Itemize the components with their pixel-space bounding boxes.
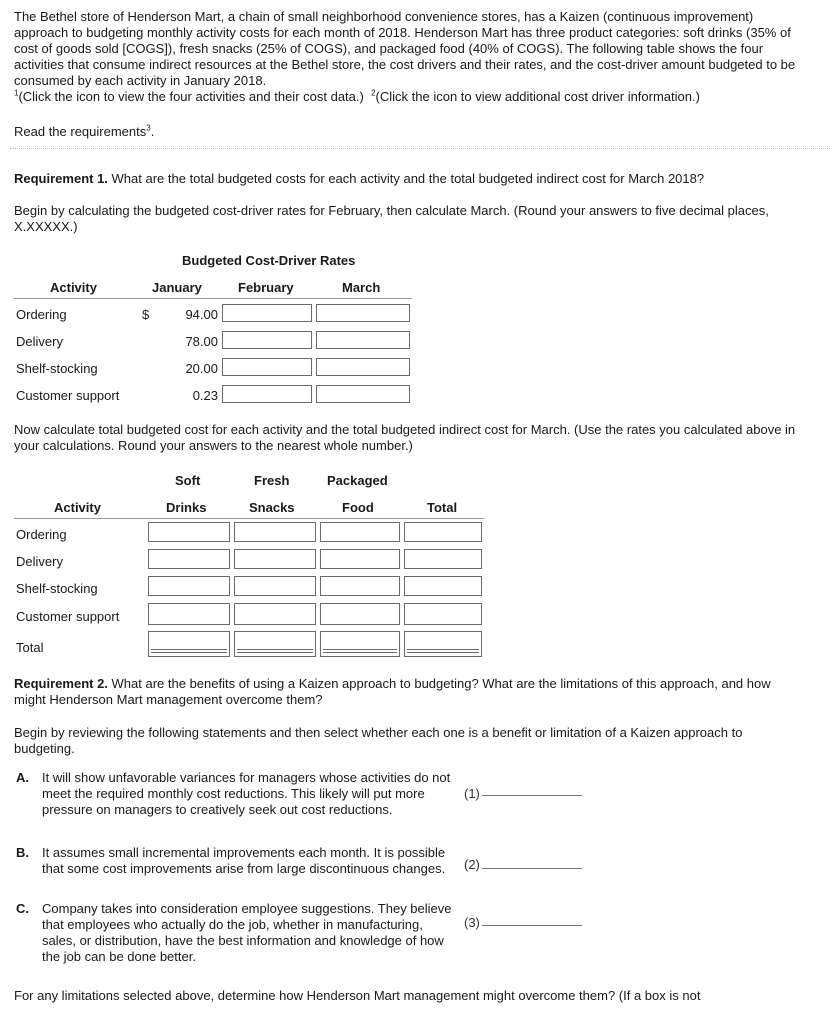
cost-packaged-food-input[interactable] [320,549,400,569]
cost-total-row-label: Total [16,640,44,655]
cost-fresh-snacks-input[interactable] [234,549,316,569]
requirement-1-title [14,171,814,187]
requirement-1-label: Requirement 1. [14,171,108,186]
rate-february-input[interactable] [222,331,312,349]
rates-row-label: Delivery [16,334,63,349]
cost-header-packaged: Packaged [327,473,388,488]
cost-header-snacks: Snacks [249,500,295,515]
rates-table-title: Budgeted Cost-Driver Rates [182,253,356,268]
rate-january-value: 94.00 [185,307,218,322]
rate-march-input[interactable] [316,304,410,322]
requirement-2-question: What are the benefits of using a Kaizen approach to budgeting? What are the limitations of this approach, and how might Henderson Mart management overcome them? [14,676,771,707]
section-divider [10,148,830,149]
cost-table-instruction: Now calculate total budgeted cost for each activity and the total budgeted indirect cost for March. (Use the rates you calculated above in your calculations. Round your answers to the nearest whole number.) [14,422,796,453]
cost-packaged-food-input[interactable] [320,522,400,542]
rates-row-label: Ordering [16,307,67,322]
problem-intro [14,9,804,105]
cost-packaged-food-input[interactable] [320,576,400,596]
requirement-2-instruction: Begin by reviewing the following statements and then select whether each one is a benefit or limitation of a Kaizen approach to budgeting. [14,725,743,756]
cost-fresh-snacks-input[interactable] [234,576,316,596]
cost-packaged-food-input[interactable] [320,603,400,625]
cost-header-soft: Soft [175,473,201,488]
statement-letter: A. [16,770,29,785]
requirement-2-title [14,676,784,708]
rate-march-input[interactable] [316,331,410,349]
cost-soft-drinks-input[interactable] [148,603,230,625]
read-requirements-link[interactable]: Read the requirements [14,124,147,139]
cost-row-label: Customer support [16,609,120,624]
cost-header-food: Food [342,500,374,515]
cost-fresh-snacks-input[interactable] [234,603,316,625]
total-packaged-food-input[interactable] [320,631,400,657]
rates-header-march: March [342,280,381,295]
requirement-1-instruction: Begin by calculating the budgeted cost-driver rates for February, then calculate March. (Round your answers to five decimal places, X.XXXXX.) [14,203,769,234]
cost-soft-drinks-input[interactable] [148,522,230,542]
cost-header-fresh: Fresh [254,473,290,488]
requirement-1-question: What are the total budgeted costs for each activity and the total budgeted indirect cost for March 2018? [107,171,705,186]
answer-2-dropdown[interactable] [482,868,582,869]
intro-text: The Bethel store of Henderson Mart, a chain of small neighborhood convenience stores, has a Kaizen (continuous improvement) approach to budgeting monthly activity costs for each month of 2018. Henderson Mart has three product categories: soft drinks (35% of cost of goods sold [COGS]), fresh snacks (25% of COGS), and packaged food (40% of COGS). The following table shows the four activities that consume indirect resources at the Bethel store, the cost drivers and their rates, and the cost-driver amount budgeted to be consumed by each activity in January 2018. [14,9,796,88]
total-soft-drinks-input[interactable] [148,631,230,657]
cost-header-activity: Activity [54,500,101,515]
statement-text: It will show unfavorable variances for managers whose activities do not meet the required monthly cost reductions. This likely will put more pressure on managers to creatively seek out cost reductions. [42,770,451,817]
read-requirements-superscript: 3 [146,123,151,133]
rate-january-value: 20.00 [185,361,218,376]
answer-1-dropdown[interactable] [482,795,582,796]
answer-label: (3) [464,915,480,930]
rates-row-label: Customer support [16,388,120,403]
read-requirements[interactable] [14,124,154,140]
cost-soft-drinks-input[interactable] [148,549,230,569]
rate-february-input[interactable] [222,385,312,403]
read-requirements-period: . [150,124,155,139]
cost-header-total: Total [427,500,458,515]
rate-march-input[interactable] [316,385,410,403]
rates-header-february: February [238,280,294,295]
cost-total-input[interactable] [404,576,482,596]
link2-superscript: 2 [371,88,376,98]
rate-march-input[interactable] [316,358,410,376]
currency-sign: $ [142,307,150,322]
rate-february-input[interactable] [222,358,312,376]
activities-data-link[interactable]: (Click the icon to view the four activities and their cost data.) [18,89,364,104]
rate-january-value: 78.00 [185,334,218,349]
cost-header-rule [14,518,484,519]
cost-row-label: Delivery [16,554,63,569]
cost-total-input[interactable] [404,603,482,625]
cost-total-input[interactable] [404,522,482,542]
cost-soft-drinks-input[interactable] [148,576,230,596]
rates-header-activity: Activity [50,280,97,295]
total-fresh-snacks-input[interactable] [234,631,316,657]
answer-3-dropdown[interactable] [482,925,582,926]
cost-row-label: Shelf-stocking [16,581,98,596]
rate-february-input[interactable] [222,304,312,322]
rates-header-rule [14,298,412,299]
statement-letter: B. [16,845,29,860]
requirement-2-label: Requirement 2. [14,676,108,691]
rates-row-label: Shelf-stocking [16,361,98,376]
cost-total-input[interactable] [404,549,482,569]
statement-text: Company takes into consideration employee suggestions. They believe that employees who actually do the job, whether in manufacturing, sales, or distribution, have the best information and knowledge of how the job can be done better. [42,901,452,964]
cost-row-label: Ordering [16,527,67,542]
link1-superscript: 1 [14,88,19,98]
rates-header-january: January [152,280,202,295]
statement-letter: C. [16,901,29,916]
cost-fresh-snacks-input[interactable] [234,522,316,542]
cost-header-drinks: Drinks [166,500,207,515]
rate-january-value: 0.23 [192,388,218,403]
cost-driver-info-link[interactable]: (Click the icon to view additional cost driver information.) [375,89,700,104]
followup-instruction: For any limitations selected above, determine how Henderson Mart management might overcome them? (If a box is not [14,988,701,1003]
total-grand-input[interactable] [404,631,482,657]
answer-label: (2) [464,857,480,872]
answer-label: (1) [464,786,480,801]
statement-text: It assumes small incremental improvements each month. It is possible that some cost improvements arise from large discontinuous changes. [42,845,446,876]
